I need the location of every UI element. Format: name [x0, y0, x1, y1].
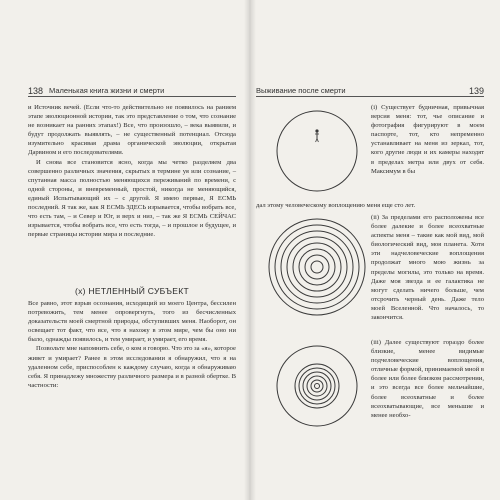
- running-head: Маленькая книга жизни и смерти: [49, 86, 165, 95]
- figure-single-ring: [262, 103, 372, 199]
- ring-diagram: [262, 103, 372, 199]
- concentric-ring-diagram: [262, 213, 372, 321]
- page-number: 138: [28, 86, 44, 96]
- left-text-top: [28, 103, 236, 239]
- page-number: 139: [468, 86, 484, 96]
- right-page-header: [256, 80, 484, 97]
- section-title: (х) НЕТЛЕННЫЙ СУБЪЕКТ: [75, 286, 189, 296]
- paragraph: Все равно, этот взрыв осознания, исходящий из моего Центра, бессилен потревожить, тем менее опровергнуть, того из бесчисленных доказательств моей смертной природы, обступивших меня. Наоборот, он освещает тот факт, что все, что я нахожу в этом мире, чем бы оно ни было, однажды появилось, и тем умирает, и умирает, его время.: [28, 300, 236, 344]
- caption-i-cont: дал этому человеческому воплощению меня еще сто лет.: [256, 202, 416, 209]
- paragraph: и Источник вечей. (Если что-то действительно не появилось на ранием этапе эволюционной истории, так это представление о том, что сознание не возникает на ранних этапах!) Все, что произошло, – века выявили, и будут продолжать выявлять, – не существенный потенциал. Отсюда изумительно красивая драма органической эволюции, открытая Дарвином и его последователями.: [28, 104, 236, 157]
- outer-ring: [277, 111, 357, 191]
- standing-person-icon: [315, 129, 319, 142]
- figure-inner-rings: [262, 338, 372, 434]
- book-gutter: [244, 0, 256, 500]
- figure-concentric-rings: [262, 213, 372, 321]
- paragraph: Позвольте мне напомнить себе, о ком я говорю. Что это за «я», которое живет и умирает? Ранее в этом исследовании я обнаружил, что я на удаленном себе, приспособлен к каждому случаю, когда я обнаруживаю себя. Я принадлежу множеству различного размера и в разной обертке. В частности:: [28, 345, 236, 389]
- inner-ring-diagram: [262, 338, 372, 434]
- left-text-bottom: [28, 299, 236, 390]
- caption-i: (i) Существует будничная, привычная версия меня: тот, чье описание и фотография фигурируют в моем паспорте, тот, кто непременно устанавливает на меня из зеркал, тот, кого другие люди и их камеры находят в пределах метра или двух от себя. Максимум в бы: [371, 104, 484, 175]
- caption-ii: (ii) За пределами его расположены все более далекие и более всеохватные аспекты меня – такие как мой вид, мой биологический вид, моя планета. Хотя эти надчеловеческие воплощения продолжат много мою жизнь за пределы могилы, это только на время. Даже моя звезда и ее галактика не могут сделать ничего больше, чем отсрочить черный день. Даже тело моей Вселенной. Что началось, то закончится.: [371, 214, 484, 322]
- paragraph: И снова все становится ясно, когда мы четко разделяем два совершенно различных значения, скрытых в термине уя или сознание, – спутанная масса полностью меняющихся переживаний по времени, с одной стороны, и вневременный, простой, никогда не меняющийся, единый Испытывающий их – с другой. Я имею первые, Я ЕСМЬ последний. Я так же, как Я ЕСМЬ ЗДЕСЬ изрывается, чтобы вобрать все, что есть там, – и Север и Юг, и верх и низ, – так же Я ЕСМЬ СЕЙЧАС изрывается, чтобы вобрать все, что есть тогда, – и прошлое и будущее, и первые страницы истории мира и последние.: [28, 158, 236, 239]
- caption-iii: (iii) Далее существуют гораздо более близкие, менее видимые подчеловеческие воплощения, отличные формой, принимаемой мной в более или более близком рассмотрении, и это всегда все более мельчайшие, более всеохватные и более всеохватывающие, все меньшие и менее необхо-: [371, 339, 484, 419]
- left-page-header: [28, 80, 236, 97]
- running-head: Выживание после смерти: [256, 86, 346, 95]
- right-page: [250, 0, 500, 500]
